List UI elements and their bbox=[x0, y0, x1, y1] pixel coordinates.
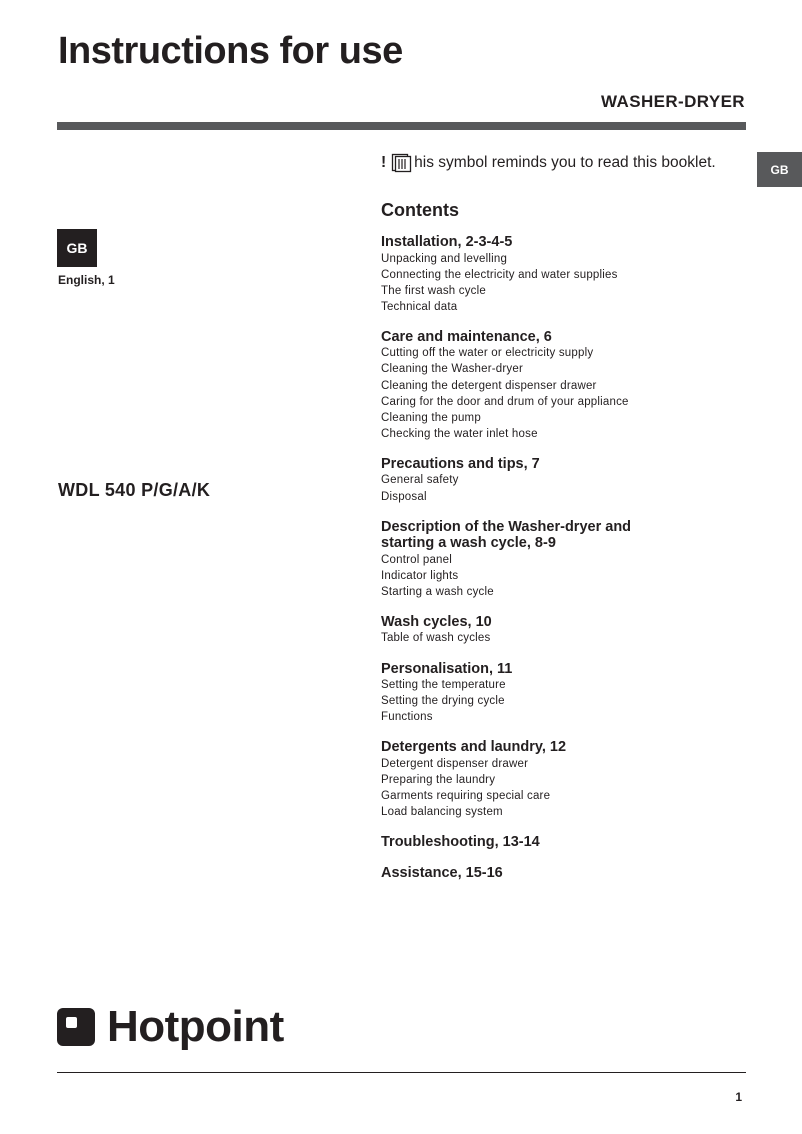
toc-item[interactable]: Disposal bbox=[381, 490, 427, 503]
toc-heading[interactable]: Precautions and tips, 7 bbox=[381, 455, 540, 472]
notice-text: his symbol reminds you to read this booklet. bbox=[414, 154, 716, 171]
language-label: English, 1 bbox=[58, 273, 115, 287]
toc-heading[interactable]: Personalisation, 11 bbox=[381, 660, 513, 677]
toc-item[interactable]: Cleaning the Washer-dryer bbox=[381, 363, 523, 376]
toc-item[interactable]: Detergent dispenser drawer bbox=[381, 757, 529, 770]
booklet-notice bbox=[381, 153, 716, 173]
toc-item[interactable]: Preparing the laundry bbox=[381, 773, 496, 786]
toc-item[interactable]: Load balancing system bbox=[381, 806, 503, 819]
header-rule bbox=[57, 122, 746, 130]
toc-item[interactable]: Checking the water inlet hose bbox=[381, 427, 538, 440]
toc-item[interactable]: Setting the temperature bbox=[381, 679, 506, 691]
toc-item[interactable]: Indicator lights bbox=[381, 569, 459, 582]
contents-heading: Contents bbox=[381, 200, 459, 220]
toc-item[interactable]: Connecting the electricity and water supplies bbox=[381, 268, 618, 281]
toc-item[interactable]: Cutting off the water or electricity supply bbox=[381, 347, 594, 360]
toc-item[interactable]: Cleaning the detergent dispenser drawer bbox=[381, 379, 597, 392]
toc-item[interactable]: General safety bbox=[381, 474, 459, 487]
brand-mark-icon bbox=[57, 1008, 95, 1046]
toc-item[interactable]: Control panel bbox=[381, 553, 453, 566]
booklet-icon bbox=[391, 153, 413, 173]
toc-section-assistance bbox=[381, 865, 761, 882]
toc-section-wash-cycles bbox=[381, 614, 761, 647]
toc-item[interactable]: Caring for the door and drum of your appliance bbox=[381, 395, 629, 408]
toc-item[interactable]: Functions bbox=[381, 711, 433, 724]
toc-section-detergents bbox=[381, 739, 761, 820]
toc-item[interactable]: The first wash cycle bbox=[381, 284, 486, 297]
toc-heading[interactable]: Wash cycles, 10 bbox=[381, 613, 492, 630]
toc-section-personalisation bbox=[381, 661, 761, 726]
document-subtitle: WASHER-DRYER bbox=[601, 92, 745, 111]
toc-section-care bbox=[381, 329, 761, 442]
toc-section-troubleshooting bbox=[381, 834, 761, 851]
model-number: WDL 540 P/G/A/K bbox=[58, 480, 211, 500]
toc-heading[interactable]: Care and maintenance, 6 bbox=[381, 328, 552, 345]
toc-heading-continued[interactable]: starting a wash cycle, 8-9 bbox=[381, 535, 556, 552]
brand-logo bbox=[57, 1003, 284, 1051]
toc-item[interactable]: Table of wash cycles bbox=[381, 632, 491, 645]
toc-item[interactable]: Cleaning the pump bbox=[381, 411, 481, 424]
toc-heading[interactable]: Troubleshooting, 13-14 bbox=[381, 834, 540, 851]
page-number: 1 bbox=[735, 1090, 742, 1104]
toc-heading[interactable]: Installation, 2-3-4-5 bbox=[381, 234, 513, 250]
footer-rule bbox=[57, 1072, 746, 1073]
brand-name: Hotpoint bbox=[107, 1002, 284, 1051]
table-of-contents bbox=[381, 234, 761, 895]
toc-heading[interactable]: Detergents and laundry, 12 bbox=[381, 739, 567, 756]
language-side-tab: GB bbox=[757, 152, 802, 187]
toc-heading[interactable]: Assistance, 15-16 bbox=[381, 864, 503, 881]
toc-section-precautions bbox=[381, 456, 761, 505]
toc-item[interactable]: Garments requiring special care bbox=[381, 789, 551, 802]
language-badge: GB bbox=[57, 229, 97, 267]
toc-section-installation bbox=[381, 234, 761, 315]
page-title: Instructions for use bbox=[58, 30, 403, 72]
toc-section-description bbox=[381, 519, 761, 600]
toc-item[interactable]: Starting a wash cycle bbox=[381, 585, 494, 598]
warning-mark: ! bbox=[381, 154, 387, 171]
toc-item[interactable]: Technical data bbox=[381, 300, 458, 313]
toc-item[interactable]: Unpacking and levelling bbox=[381, 252, 508, 265]
toc-item[interactable]: Setting the drying cycle bbox=[381, 695, 505, 708]
toc-heading[interactable]: Description of the Washer-dryer and bbox=[381, 518, 632, 535]
